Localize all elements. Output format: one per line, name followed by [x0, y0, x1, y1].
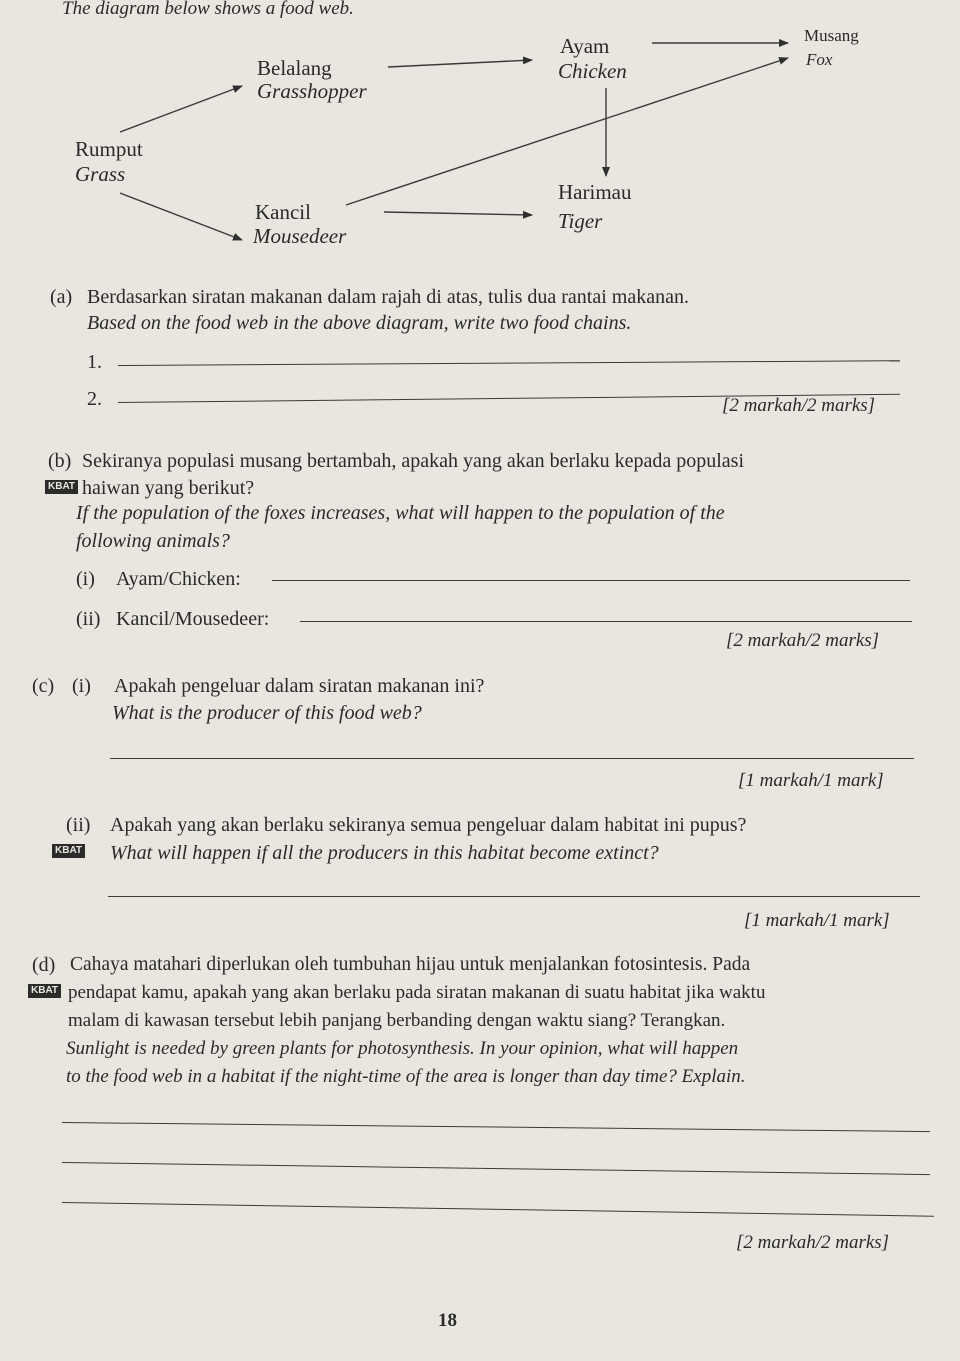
kbat-badge-b: KBAT: [45, 480, 78, 494]
answer-line-b1[interactable]: [272, 580, 910, 581]
answer-line-a1[interactable]: [118, 360, 900, 366]
question-c-ii-ms: Apakah yang akan berlaku sekiranya semua pengeluar dalam habitat ini pupus?: [110, 814, 747, 836]
question-d-label: (d): [32, 954, 56, 976]
question-b-marks: [2 markah/2 marks]: [726, 630, 880, 651]
question-b-ms-line1: Sekiranya populasi musang bertambah, apakah yang akan berlaku kepada populasi: [82, 450, 745, 472]
question-a-marks: [2 markah/2 marks]: [722, 395, 876, 416]
question-b-en-line1: If the population of the foxes increases, what will happen to the population of the: [76, 502, 725, 524]
question-a-en: Based on the food web in the above diagram, write two food chains.: [87, 312, 632, 334]
question-c-i-ms: Apakah pengeluar dalam siratan makanan ini?: [114, 675, 485, 697]
question-d-en-line1: Sunlight is needed by green plants for photosynthesis. In your opinion, what will happen: [66, 1038, 739, 1059]
node-chicken-en: Chicken: [558, 59, 627, 83]
question-b-i-num: (i): [76, 568, 95, 590]
answer-line-d3[interactable]: [62, 1202, 934, 1217]
kbat-badge-d: KBAT: [28, 984, 61, 998]
question-d-ms-line1: Cahaya matahari diperlukan oleh tumbuhan hijau untuk menjalankan fotosintesis. Pada: [70, 954, 751, 975]
node-grass-en: Grass: [75, 162, 126, 186]
question-d-ms-line2: pendapat kamu, apakah yang akan berlaku pada siratan makanan di suatu habitat jika waktu: [68, 982, 766, 1003]
question-a-label: (a): [50, 286, 73, 308]
node-tiger-en: Tiger: [558, 209, 603, 233]
question-c-i-num: (i): [72, 675, 91, 697]
node-fox-ms: Musang: [804, 26, 859, 45]
node-mousedeer-en: Mousedeer: [253, 224, 347, 248]
question-a-item-2: 2.: [87, 388, 102, 410]
question-d-marks: [2 markah/2 marks]: [736, 1232, 890, 1253]
node-grass-ms: Rumput: [75, 137, 143, 161]
question-b-i-text: Ayam/Chicken:: [116, 568, 241, 590]
question-c-label: (c): [32, 675, 55, 697]
arrow-grasshopper-chicken: [388, 60, 532, 67]
answer-line-b2[interactable]: [300, 621, 912, 622]
question-c-ii-en: What will happen if all the producers in this habitat become extinct?: [110, 842, 659, 864]
answer-line-d1[interactable]: [62, 1122, 930, 1132]
node-fox-en: Fox: [806, 50, 833, 69]
question-c-i-en: What is the producer of this food web?: [112, 702, 422, 724]
question-c-i-marks: [1 markah/1 mark]: [738, 770, 884, 791]
question-c-ii-num: (ii): [66, 814, 91, 836]
page-number: 18: [438, 1310, 457, 1331]
node-grasshopper-en: Grasshopper: [257, 79, 367, 103]
question-b-ii-text: Kancil/Mousedeer:: [116, 608, 270, 630]
arrow-grass-grasshopper: [120, 86, 242, 132]
node-chicken-ms: Ayam: [560, 34, 610, 58]
intro-text: The diagram below shows a food web.: [62, 0, 354, 19]
node-mousedeer-ms: Kancil: [255, 200, 311, 224]
question-b-label: (b): [48, 450, 72, 472]
node-tiger-ms: Harimau: [558, 180, 632, 204]
answer-line-c1[interactable]: [110, 758, 914, 759]
kbat-badge-c: KBAT: [52, 844, 85, 858]
question-b-en-line2: following animals?: [76, 530, 230, 552]
question-a-item-1: 1.: [87, 351, 102, 373]
arrow-mousedeer-tiger: [384, 212, 532, 215]
question-c-ii-marks: [1 markah/1 mark]: [744, 910, 890, 931]
answer-line-d2[interactable]: [62, 1162, 930, 1175]
answer-line-c2[interactable]: [108, 896, 920, 897]
arrow-grass-mousedeer: [120, 193, 242, 240]
question-d-en-line2: to the food web in a habitat if the night-time of the area is longer than day time? Explain.: [66, 1066, 746, 1087]
question-a-ms: Berdasarkan siratan makanan dalam rajah di atas, tulis dua rantai makanan.: [87, 286, 689, 308]
question-b-ms-line2: haiwan yang berikut?: [82, 477, 255, 499]
node-grasshopper-ms: Belalang: [257, 56, 332, 80]
question-d-ms-line3: malam di kawasan tersebut lebih panjang berbanding dengan waktu siang? Terangkan.: [68, 1010, 726, 1031]
question-b-ii-num: (ii): [76, 608, 101, 630]
